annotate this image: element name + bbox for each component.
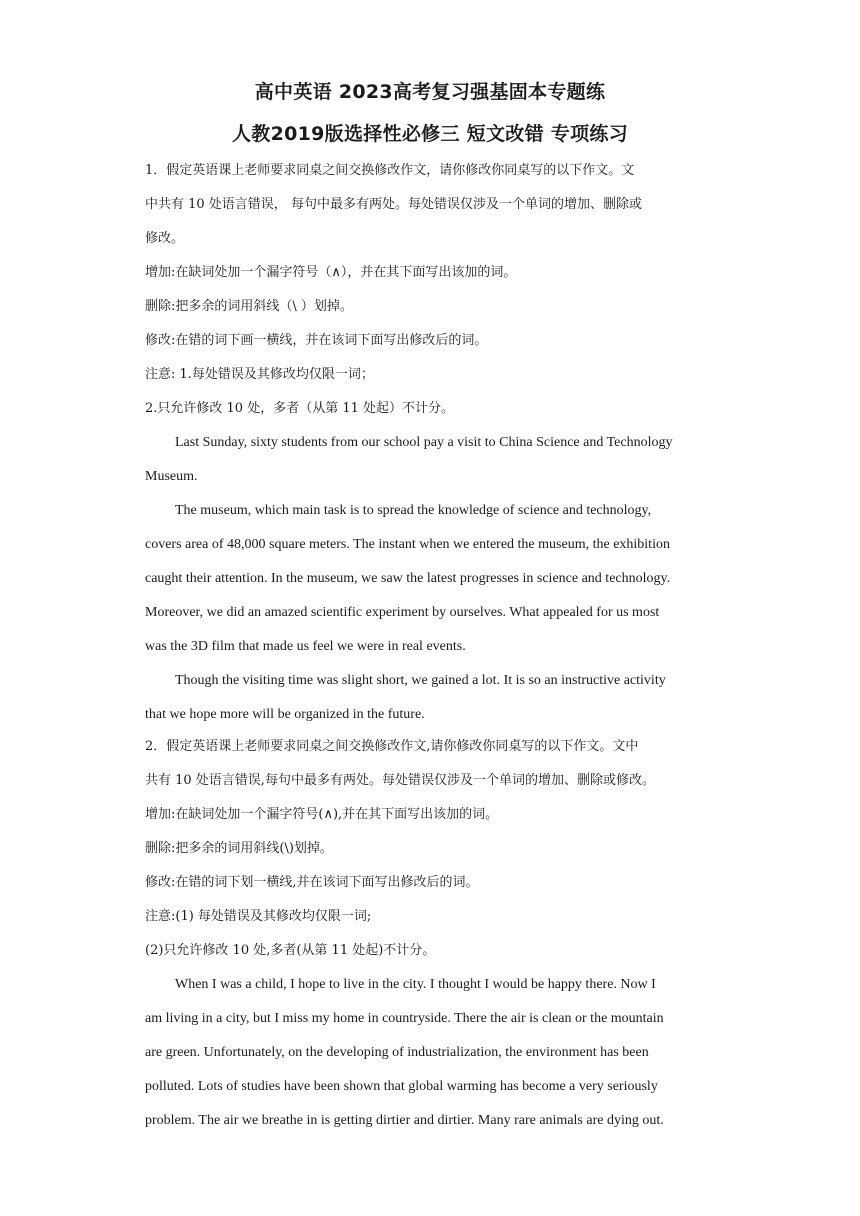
q1-passage-line: Moreover, we did an amazed scientific experiment by ourselves. What appealed for us most: [145, 605, 660, 620]
q2-rule-modify: 修改:在错的词下划一横线,并在该词下面写出修改后的词。: [145, 875, 479, 890]
q1-passage-line: Though the visiting time was slight short, we gained a lot. It is so an instructive activity: [175, 673, 666, 688]
q1-prompt-line: 中共有 10 处语言错误， 每句中最多有两处。每处错误仅涉及一个单词的增加、删除或: [145, 197, 642, 212]
q1-prompt-line: 1．假定英语课上老师要求同桌之间交换修改作文，请你修改你同桌写的以下作文。文: [145, 163, 635, 178]
q2-prompt-line: 2．假定英语课上老师要求同桌之间交换修改作文,请你修改你同桌写的以下作文。文中: [145, 739, 639, 754]
q1-passage-line: Last Sunday, sixty students from our school pay a visit to China Science and Technology: [175, 435, 673, 450]
q2-passage-line: When I was a child, I hope to live in the city. I thought I would be happy there. Now I: [175, 977, 656, 992]
q1-rule-modify: 修改:在错的词下画一横线，并在该词下面写出修改后的词。: [145, 333, 488, 348]
q1-passage-line: that we hope more will be organized in the future.: [145, 707, 425, 722]
q1-passage-line: was the 3D film that made us feel we were in real events.: [145, 639, 466, 654]
q2-note-2: (2)只允许修改 10 处,多者(从第 11 处起)不计分。: [145, 943, 436, 958]
page-title: 高中英语 2023高考复习强基固本专题练: [254, 81, 606, 103]
q1-note-1: 注意: 1.每处错误及其修改均仅限一词；: [145, 367, 374, 382]
q1-passage-line: caught their attention. In the museum, we saw the latest progresses in science and technology.: [145, 571, 671, 586]
q2-note-1: 注意:(1) 每处错误及其修改均仅限一词;: [145, 909, 372, 924]
q1-passage-line: Museum.: [145, 469, 198, 484]
q1-note-2: 2.只允许修改 10 处，多者（从第 11 处起）不计分。: [145, 401, 455, 416]
q1-rule-delete: 删除:把多余的词用斜线（\ ）划掉。: [145, 299, 353, 314]
q2-passage-line: problem. The air we breathe in is getting dirtier and dirtier. Many rare animals are dying out.: [145, 1113, 664, 1128]
q2-passage-line: polluted. Lots of studies have been shown that global warming has become a very seriously: [145, 1079, 658, 1094]
q2-rule-add: 增加:在缺词处加一个漏字符号(∧),并在其下面写出该加的词。: [145, 807, 499, 822]
q1-prompt-line: 修改。: [145, 231, 185, 246]
q1-passage-line: The museum, which main task is to spread the knowledge of science and technology,: [175, 503, 652, 518]
q2-prompt-line: 共有 10 处语言错误,每句中最多有两处。每处错误仅涉及一个单词的增加、删除或修改。: [145, 773, 655, 788]
q2-passage-line: are green. Unfortunately, on the developing of industrialization, the environment has been: [145, 1045, 649, 1060]
q2-passage-line: am living in a city, but I miss my home in countryside. There the air is clean or the mountain: [145, 1011, 664, 1026]
q1-rule-add: 增加:在缺词处加一个漏字符号（∧），并在其下面写出该加的词。: [145, 265, 517, 280]
page-subtitle: 人教2019版选择性必修三 短文改错 专项练习: [231, 123, 628, 145]
q1-passage-line: covers area of 48,000 square meters. The instant when we entered the museum, the exhibition: [145, 537, 670, 552]
q2-rule-delete: 删除:把多余的词用斜线(\)划掉。: [145, 841, 333, 856]
